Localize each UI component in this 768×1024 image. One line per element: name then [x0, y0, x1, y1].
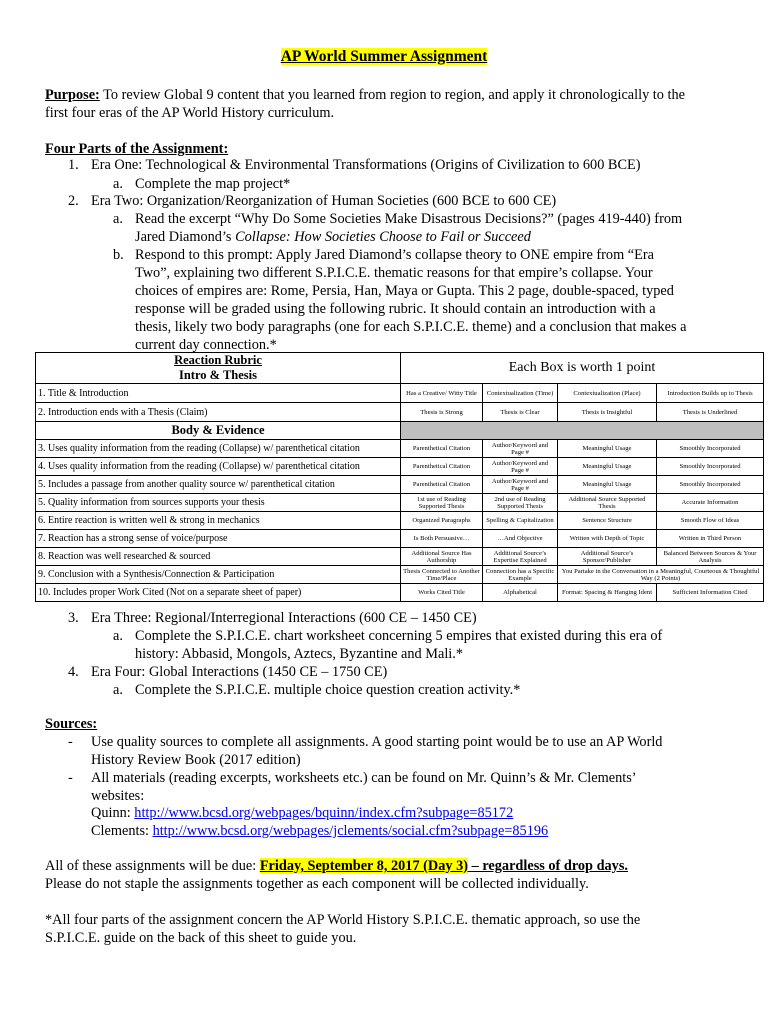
era1-text: Era One: Technological & Environmental Transformations (Origins of Civilization to 600 BCE): [91, 157, 641, 173]
parts-heading: Four Parts of the Assignment:: [45, 141, 229, 157]
rubric-cell: Additional Source’s Sponsor/Publisher: [558, 548, 657, 566]
rubric-cell: Smooth Flow of Ideas: [657, 512, 764, 530]
era2-a-label: a.: [113, 211, 123, 227]
rubric-header-row: [36, 353, 764, 384]
rubric-cell: Parenthetical Citation: [401, 440, 483, 458]
rubric-cell: Author/Keyword and Page #: [483, 440, 558, 458]
table-row: [36, 530, 764, 548]
rubric-cell: Accurate Information: [657, 494, 764, 512]
rubric-criterion: 8. Reaction was well researched & sourced: [36, 548, 401, 566]
rubric-criterion: 5. Quality information from sources supports your thesis: [36, 494, 401, 512]
due-line-2: Please do not staple the assignments together as each component will be collected individually.: [45, 876, 589, 892]
rubric-cell: Thesis Connected to Another Time/Place: [401, 566, 483, 584]
rubric-points-note: Each Box is worth 1 point: [401, 353, 764, 384]
era2-a-line-1: Read the excerpt “Why Do Some Societies Make Disastrous Decisions?” (pages 419-440) from: [135, 211, 683, 227]
rubric-criterion: 10. Includes proper Work Cited (Not on a separate sheet of paper): [36, 584, 401, 602]
table-row: [36, 548, 764, 566]
rubric-cell: Author/Keyword and Page #: [483, 458, 558, 476]
era2-a-line-2: Jared Diamond’s Collapse: How Societies Choose to Fail or Succeed: [135, 229, 531, 245]
rubric-cell: Meaningful Usage: [558, 458, 657, 476]
era4-a-label: a.: [113, 682, 123, 698]
rubric-cell: Parenthetical Citation: [401, 476, 483, 494]
rubric-gray-bar: [401, 422, 764, 440]
purpose-line-1: Purpose: To review Global 9 content that you learned from region to region, and apply it chronologically to the: [45, 87, 685, 103]
rubric-cell: Parenthetical Citation: [401, 458, 483, 476]
quinn-label: Quinn:: [91, 805, 135, 821]
era2-text: Era Two: Organization/Reorganization of Human Societies (600 BCE to 600 CE): [91, 193, 557, 209]
era2-number: 2.: [68, 193, 79, 209]
sources-bullet1-line2: History Review Book (2017 edition): [91, 752, 301, 768]
rubric-cell: Smoothly Incorporated: [657, 440, 764, 458]
table-row: [36, 512, 764, 530]
book-title: Collapse: How Societies Choose to Fail or Succeed: [235, 229, 531, 245]
rubric-criterion: 3. Uses quality information from the reading (Collapse) w/ parenthetical citation: [36, 440, 401, 458]
era2-b-line-5: thesis, likely two body paragraphs (one for each S.P.I.C.E. theme) and a conclusion that makes a: [135, 319, 687, 335]
era1-a-text: Complete the map project*: [135, 176, 291, 192]
rubric-cell: Smoothly Incorporated: [657, 476, 764, 494]
due-date: Friday, September 8, 2017 (Day 3): [259, 858, 469, 874]
quinn-website-link[interactable]: http://www.bcsd.org/webpages/bquinn/index.cfm?subpage=85172: [134, 805, 514, 821]
rubric-cell: Connection has a Specific Example: [483, 566, 558, 584]
table-row: [36, 458, 764, 476]
rubric-title: Reaction Rubric: [174, 353, 262, 367]
rubric-cell: Contextualization (Place): [558, 384, 657, 403]
rubric-cell: Author/Keyword and Page #: [483, 476, 558, 494]
era3-a-line-1: Complete the S.P.I.C.E. chart worksheet concerning 5 empires that existed during this era of: [135, 628, 663, 644]
rubric-cell: Alphabetical: [483, 584, 558, 602]
rubric-criterion: 1. Title & Introduction: [36, 384, 401, 403]
era3-a-label: a.: [113, 628, 123, 644]
rubric-cell: You Partake in the Conversation in a Meaningful, Courteous & Thoughtful Way (2 Points): [558, 566, 764, 584]
rubric-cell: Format: Spacing & Hanging Ident: [558, 584, 657, 602]
purpose-label: Purpose:: [45, 87, 100, 103]
due-line: All of these assignments will be due: Friday, September 8, 2017 (Day 3) – regardless of drop days.: [45, 858, 628, 874]
rubric-section-intro: Intro & Thesis: [178, 368, 258, 382]
clements-line: [91, 822, 548, 841]
table-row: [36, 494, 764, 512]
reaction-rubric-table: [35, 352, 764, 602]
rubric-section-body: Body & Evidence: [36, 422, 401, 440]
rubric-cell: Is Both Persuasive…: [401, 530, 483, 548]
rubric-cell: Thesis is Clear: [483, 403, 558, 422]
sources-dash-1: -: [68, 734, 73, 750]
rubric-title-cell: [36, 353, 401, 384]
rubric-cell: Additional Source Supported Thesis: [558, 494, 657, 512]
rubric-cell: Additional Source’s Expertise Explained: [483, 548, 558, 566]
era2-b-line-1: Respond to this prompt: Apply Jared Diamond’s collapse theory to ONE empire from “Era: [135, 247, 654, 263]
rubric-cell: Introduction Builds up to Thesis: [657, 384, 764, 403]
rubric-cell: Works Cited Title: [401, 584, 483, 602]
clements-label: Clements:: [91, 823, 153, 839]
sources-heading: Sources:: [45, 716, 98, 732]
era3-number: 3.: [68, 610, 79, 626]
table-row: [36, 566, 764, 584]
rubric-cell: Balanced Between Sources & Your Analysis: [657, 548, 764, 566]
footnote-line-2: S.P.I.C.E. guide on the back of this sheet to guide you.: [45, 930, 357, 946]
era2-b-label: b.: [113, 247, 124, 263]
rubric-cell: Spelling & Capitalization: [483, 512, 558, 530]
rubric-cell: 1st use of Reading Supported Thesis: [401, 494, 483, 512]
era2-b-line-6: current day connection.*: [135, 337, 277, 353]
rubric-criterion: 7. Reaction has a strong sense of voice/purpose: [36, 530, 401, 548]
era2-b-line-2: Two”, explaining two different S.P.I.C.E. thematic reasons for that empire’s collapse. Your: [135, 265, 653, 281]
rubric-cell: Organized Paragraphs: [401, 512, 483, 530]
rubric-cell: Sufficient Information Cited: [657, 584, 764, 602]
rubric-cell: Written with Depth of Topic: [558, 530, 657, 548]
rubric-cell: Thesis is Underlined: [657, 403, 764, 422]
era4-number: 4.: [68, 664, 79, 680]
era4-a-text: Complete the S.P.I.C.E. multiple choice question creation activity.*: [135, 682, 521, 698]
rubric-cell: 2nd use of Reading Supported Thesis: [483, 494, 558, 512]
sources-bullet1-line1: Use quality sources to complete all assignments. A good starting point would be to use an AP World: [91, 734, 663, 750]
rubric-criterion: 4. Uses quality information from the reading (Collapse) w/ parenthetical citation: [36, 458, 401, 476]
era1-a-label: a.: [113, 176, 123, 192]
rubric-cell: Sentence Structure: [558, 512, 657, 530]
rubric-cell: Thesis is Insightful: [558, 403, 657, 422]
rubric-section-row: [36, 422, 764, 440]
rubric-cell: Has a Creative/ Witty Title: [401, 384, 483, 403]
era2-b-line-3: choices of empires are: Rome, Persia, Han, Maya or Gupta. This 2 page, double-spaced, typed: [135, 283, 674, 299]
rubric-criterion: 2. Introduction ends with a Thesis (Claim): [36, 403, 401, 422]
rubric-cell: Thesis is Strong: [401, 403, 483, 422]
rubric-cell: Meaningful Usage: [558, 440, 657, 458]
rubric-cell: Additional Source Has Authorship: [401, 548, 483, 566]
era3-text: Era Three: Regional/Interregional Interactions (600 CE – 1450 CE): [91, 610, 477, 626]
table-row: [36, 384, 764, 403]
rubric-criterion: 6. Entire reaction is written well & strong in mechanics: [36, 512, 401, 530]
clements-website-link[interactable]: http://www.bcsd.org/webpages/jclements/social.cfm?subpage=85196: [152, 823, 549, 839]
page-title: AP World Summer Assignment: [280, 48, 488, 65]
sources-bullet2-line1: All materials (reading excerpts, worksheets etc.) can be found on Mr. Quinn’s & Mr. Clements’: [91, 770, 637, 786]
rubric-cell: Smoothly Incorporated: [657, 458, 764, 476]
rubric-cell: Written in Third Person: [657, 530, 764, 548]
era4-text: Era Four: Global Interactions (1450 CE – 1750 CE): [91, 664, 388, 680]
sources-dash-2: -: [68, 770, 73, 786]
table-row: [36, 476, 764, 494]
era2-b-line-4: response will be graded using the following rubric. It should contain an introduction with a: [135, 301, 656, 317]
sources-bullet2-line2: websites:: [91, 788, 145, 804]
table-row: [36, 403, 764, 422]
rubric-criterion: 9. Conclusion with a Synthesis/Connection & Participation: [36, 566, 401, 584]
rubric-cell: Meaningful Usage: [558, 476, 657, 494]
quinn-line: [91, 804, 513, 823]
table-row: [36, 584, 764, 602]
rubric-cell: Contextualization (Time): [483, 384, 558, 403]
rubric-criterion: 5. Includes a passage from another quality source w/ parenthetical citation: [36, 476, 401, 494]
purpose-line-2: first four eras of the AP World History curriculum.: [45, 105, 335, 121]
era3-a-line-2: history: Abbasid, Mongols, Aztecs, Byzantine and Mali.*: [135, 646, 463, 662]
rubric-cell: …And Objective: [483, 530, 558, 548]
table-row: [36, 440, 764, 458]
era1-number: 1.: [68, 157, 79, 173]
due-note: – regardless of drop days.: [468, 858, 628, 874]
footnote-line-1: *All four parts of the assignment concern the AP World History S.P.I.C.E. thematic approach, so use the: [45, 912, 641, 928]
